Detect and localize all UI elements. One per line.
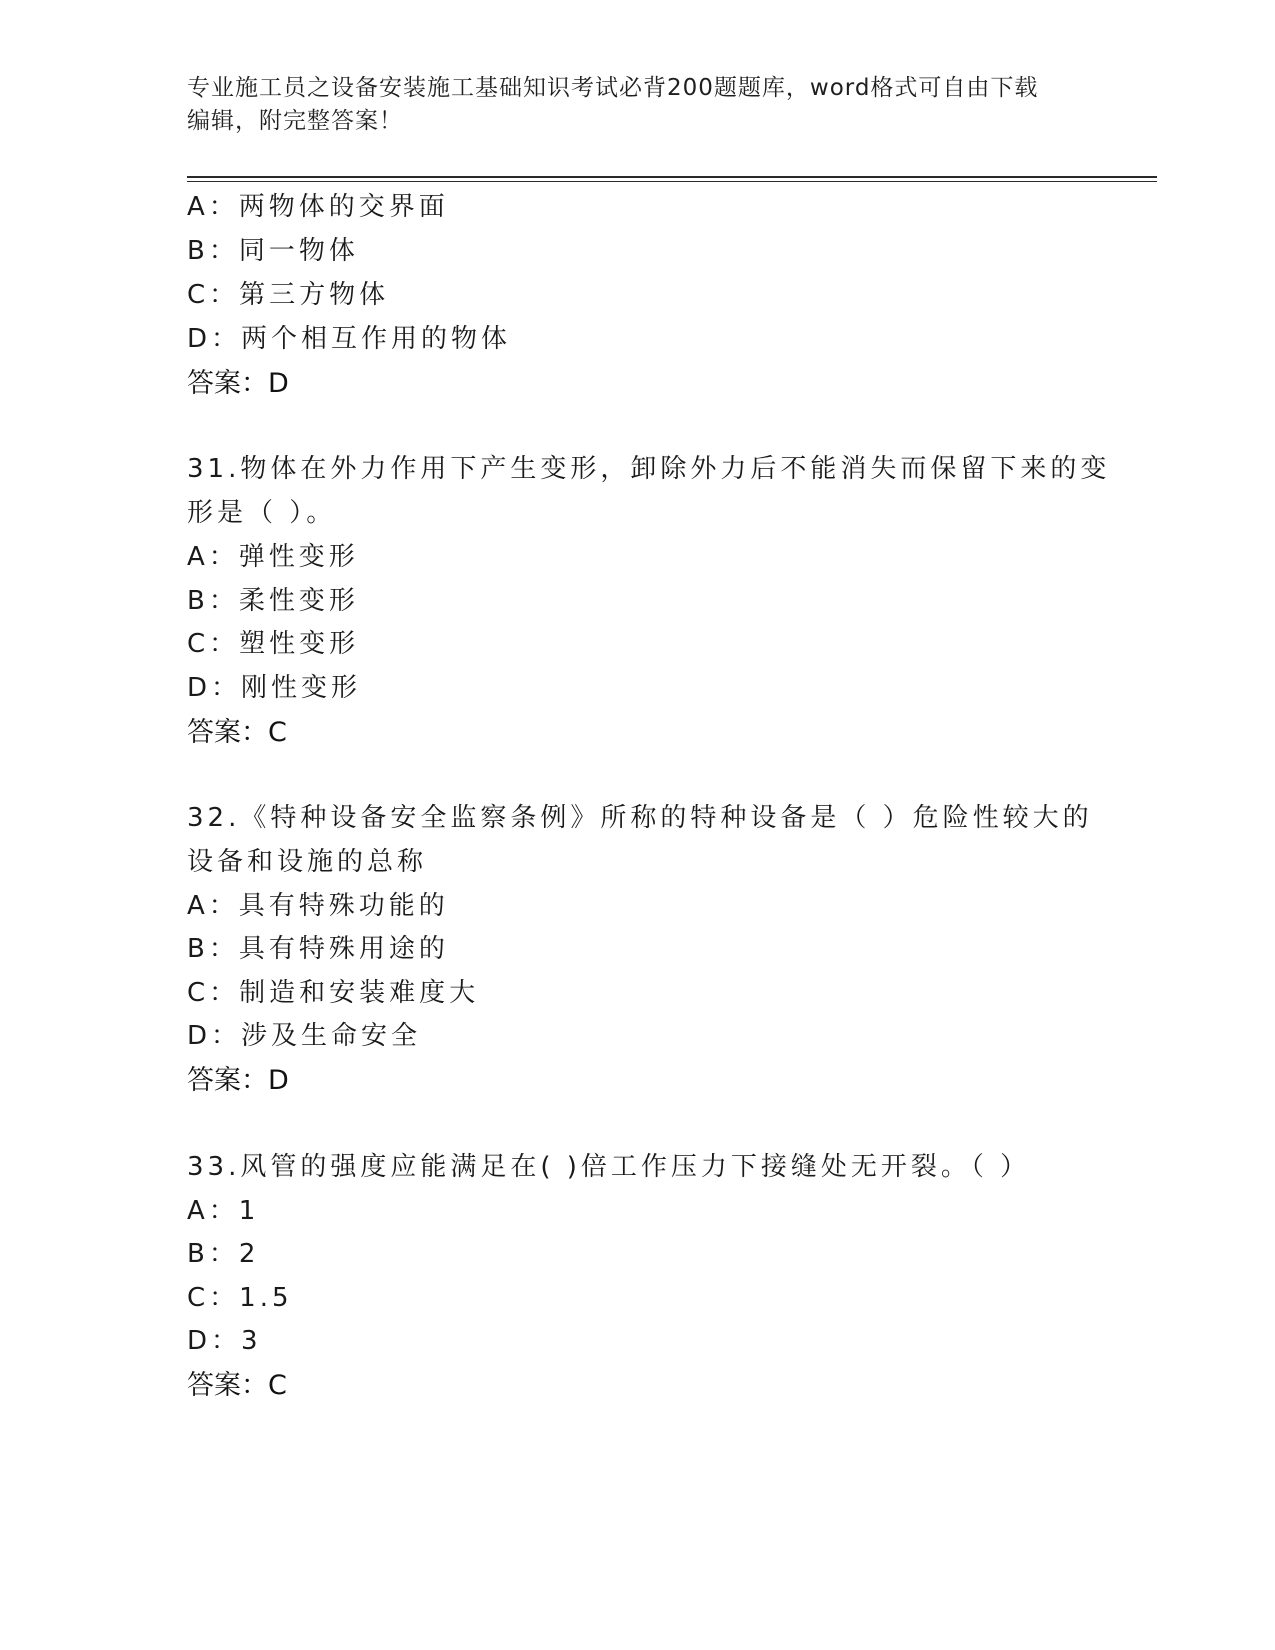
- q33-option-a: A：1: [187, 1196, 260, 1226]
- q32-option-a: A：具有特殊功能的: [187, 891, 449, 921]
- q32-stem-line-2: 设备和设施的总称: [187, 847, 428, 877]
- q32-answer: 答案：D: [187, 1065, 289, 1096]
- q32-option-b: B：具有特殊用途的: [187, 934, 449, 964]
- q31-option-d: D：刚性变形: [187, 673, 362, 703]
- q33-answer: 答案：C: [187, 1370, 287, 1401]
- q31-option-b: B：柔性变形: [187, 586, 359, 616]
- q30-option-b: B：同一物体: [187, 236, 359, 266]
- header-line-1: 专业施工员之设备安装施工基础知识考试必背200题题库，word格式可自由下载: [187, 75, 1039, 101]
- q30-option-d: D：两个相互作用的物体: [187, 324, 512, 354]
- q33-option-b: B：2: [187, 1239, 260, 1269]
- q31-stem-line-2: 形是（ ）。: [187, 498, 337, 528]
- document-header: [187, 72, 1087, 138]
- q33-stem-line-1: 33.风管的强度应能满足在( )倍工作压力下接缝处无开裂。（ ）: [187, 1152, 1031, 1182]
- q32-option-c: C：制造和安装难度大: [187, 978, 480, 1008]
- q30-answer: 答案：D: [187, 368, 289, 399]
- q31-option-c: C：塑性变形: [187, 629, 360, 659]
- header-line-2: 编辑，附完整答案！: [187, 108, 403, 134]
- q30-option-a: A：两物体的交界面: [187, 192, 449, 222]
- header-divider-thin: [187, 181, 1157, 182]
- q32-option-d: D：涉及生命安全: [187, 1021, 422, 1051]
- q33-option-d: D：3: [187, 1326, 262, 1356]
- q33-option-c: C：1.5: [187, 1283, 293, 1313]
- q31-answer: 答案：C: [187, 717, 287, 748]
- q30-option-c: C：第三方物体: [187, 280, 390, 310]
- q32-stem-line-1: 32.《特种设备安全监察条例》所称的特种设备是（ ）危险性较大的: [187, 803, 1093, 833]
- q31-stem-line-1: 31.物体在外力作用下产生变形，卸除外力后不能消失而保留下来的变: [187, 454, 1111, 484]
- header-divider-thick: [187, 176, 1157, 178]
- q31-option-a: A：弹性变形: [187, 542, 359, 572]
